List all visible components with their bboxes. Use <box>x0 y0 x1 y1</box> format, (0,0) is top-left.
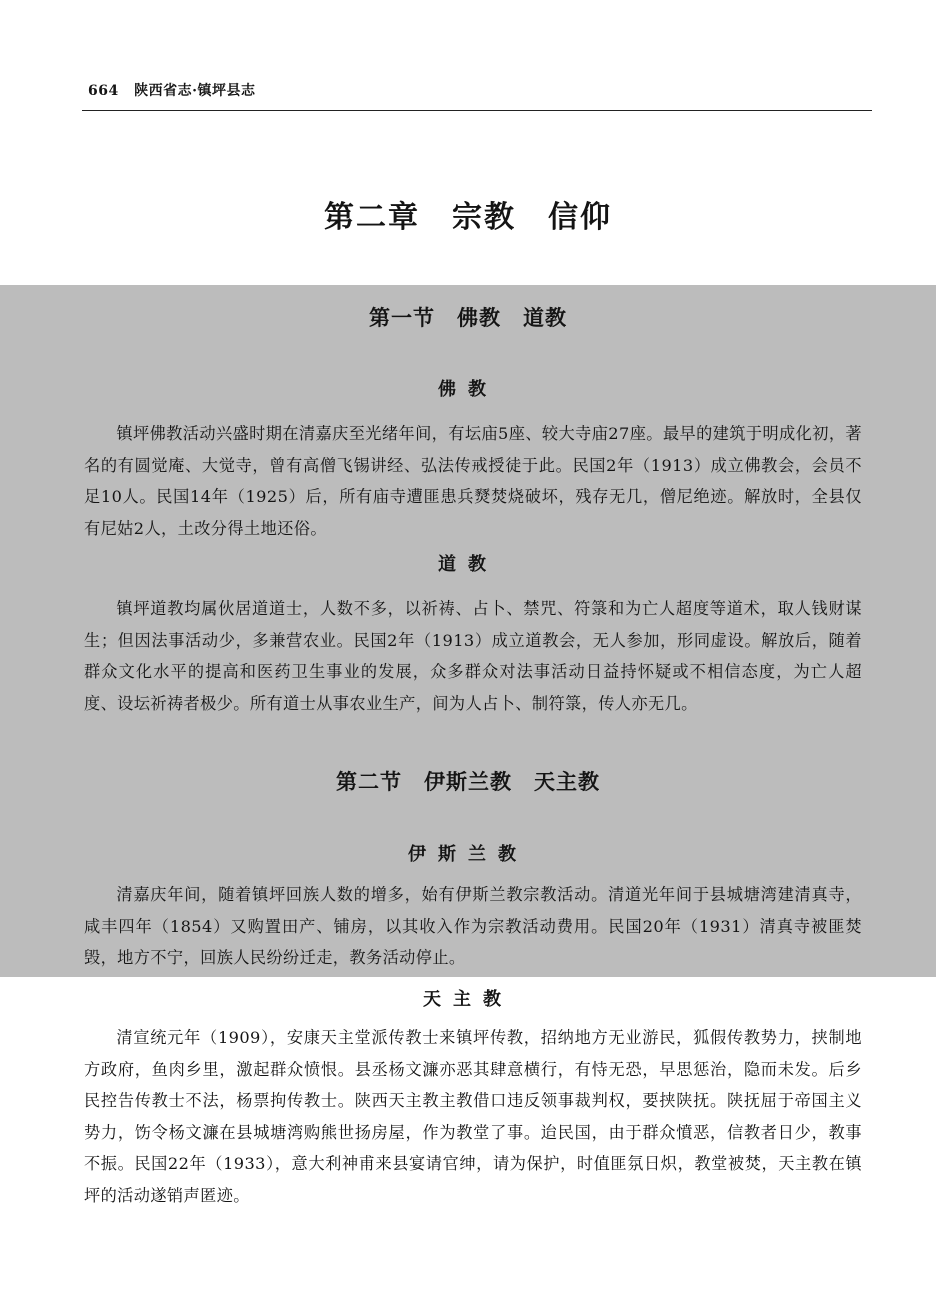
subsection-taoism-heading: 道教 <box>438 554 498 575</box>
section-2-title: 第二节 伊斯兰教 天主教 <box>336 769 600 794</box>
subsection-catholicism-text: 清宣统元年（1909），安康天主堂派传教士来镇坪传教，招纳地方无业游民，狐假传教势力，挟制地方政府，鱼肉乡里，激起群众愤恨。县丞杨文濂亦恶其肆意横行，有恃无恐，早思惩治，隐而未发。后乡民控告传教士不法，杨票拘传教士。陕西天主教主教借口违反领事裁判权，要挟陕抚。陕抚屈于帝国主义势力，饬令杨文濂在县城塘湾购熊世扬房屋，作为教堂了事。迨民国，由于群众憤恶，信教者日少，教事不振。民国22年（1933），意大利神甫来县宴请官绅，请为保护，时值匪氛日炽，教堂被焚，天主教在镇坪的活动遂销声匿迹。 <box>84 1028 862 1205</box>
subsection-islam-heading: 伊斯兰教 <box>408 844 528 865</box>
subsection-buddhism-heading: 佛教 <box>438 379 498 400</box>
subsection-taoism-text: 镇坪道教均属伙居道道士，人数不多，以祈祷、占卜、禁咒、符箓和为亡人超度等道术，取人钱财谋生；但因法事活动少，多兼营农业。民国2年（1913）成立道教会，无人参加，形同虚设。解放后，随着群众文化水平的提高和医药卫生事业的发展，众多群众对法事活动日益持怀疑或不相信态度，为亡人超度、设坛祈祷者极少。所有道士从事农业生产，间为人占卜、制符箓，传人亦无几。 <box>84 599 862 713</box>
page-number: 664 <box>88 83 119 99</box>
section-1-title: 第一节 佛教 道教 <box>369 305 567 330</box>
subsection-buddhism-text: 镇坪佛教活动兴盛时期在清嘉庆至光绪年间，有坛庙5座、较大寺庙27座。最早的建筑于明成化初，著名的有圆觉庵、大觉寺，曾有高僧飞锡讲经、弘法传戒授徒于此。民国2年（1913）成立佛教会，会员不足10人。民国14年（1925）后，所有庙寺遭匪患兵燹焚烧破坏，残存无几，僧尼绝迹。解放时，全县仅有尼姑2人，土改分得土地还俗。 <box>84 424 862 538</box>
header-rule <box>82 110 872 111</box>
subsection-islam-text: 清嘉庆年间，随着镇坪回族人数的增多，始有伊斯兰教宗教活动。清道光年间于县城塘湾建清真寺，咸丰四年（1854）又购置田产、铺房，以其收入作为宗教活动费用。民国20年（1931）清真寺被匪焚毁，地方不宁，回族人民纷纷迁走，教务活动停止。 <box>84 885 862 967</box>
running-header <box>88 80 868 100</box>
subsection-catholicism-heading: 天主教 <box>423 989 513 1010</box>
chapter-title: 第二章 宗教 信仰 <box>324 200 612 235</box>
book-title: 陕西省志·镇坪县志 <box>134 83 256 99</box>
